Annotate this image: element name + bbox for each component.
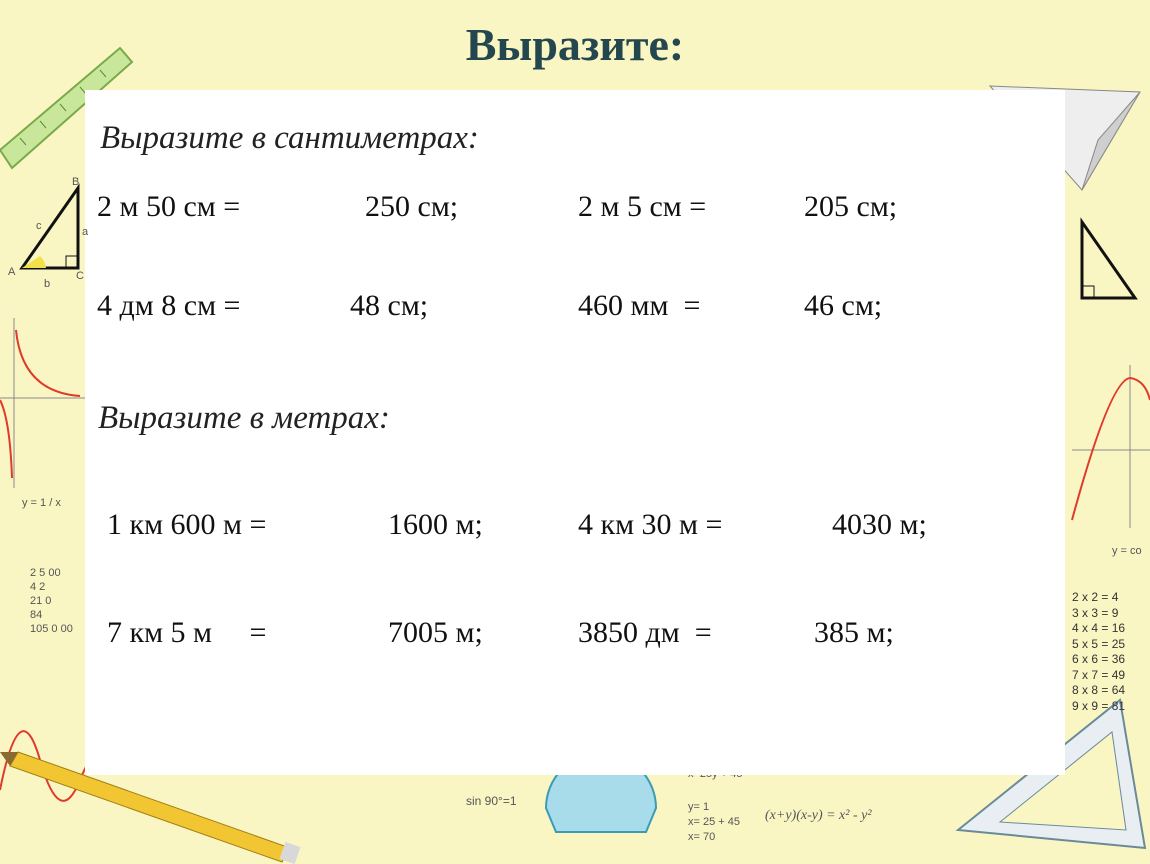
equation-system-2	[688, 800, 740, 845]
long-mult-line: 4 2	[30, 581, 46, 593]
answer-m-1: 1600 м;	[388, 508, 483, 541]
expr-cm-1: 2 м 50 см =	[97, 190, 241, 223]
mult-line: 4 x 4 = 16	[1072, 621, 1126, 635]
expr-cm-3: 4 дм 8 см =	[97, 289, 241, 322]
mult-line: 9 x 9 = 81	[1072, 698, 1126, 713]
long-mult-line: 2 5 00	[30, 567, 61, 579]
answer-m-4: 385 м;	[814, 616, 894, 649]
expr-m-2: 4 км 30 м =	[578, 508, 723, 541]
answer-cm-2: 205 см;	[804, 190, 898, 223]
heading-meters: Выразите в метрах:	[98, 400, 390, 436]
equation-line: x= 25 + 45	[688, 816, 740, 828]
triangle-right-icon	[1082, 222, 1135, 298]
triangle-label-b-side: b	[44, 278, 51, 290]
long-mult-line: 21 0	[30, 595, 52, 607]
triangle-label-a-side: a	[82, 226, 89, 238]
slide-title: Выразите:	[465, 19, 685, 70]
answer-m-3: 7005 м;	[388, 616, 483, 649]
expr-m-4: 3850 дм =	[578, 616, 712, 649]
identity-formula: (x+y)(x-y) = x² - y²	[765, 808, 872, 823]
long-mult-line: 84	[30, 609, 43, 621]
mult-line: 6 x 6 = 36	[1072, 652, 1126, 666]
expr-cm-2: 2 м 5 см =	[578, 190, 707, 223]
expr-m-3: 7 км 5 м =	[107, 616, 267, 649]
mult-line: 8 x 8 = 64	[1072, 683, 1126, 697]
hyperbola-graph-icon	[0, 318, 85, 488]
answer-m-2: 4030 м;	[832, 508, 927, 541]
triangle-label-b-vertex: B	[72, 176, 80, 188]
heading-centimeters: Выразите в сантиметрах:	[100, 120, 479, 156]
multiplication-table	[1072, 590, 1125, 714]
equation-line: y= 1	[688, 801, 710, 813]
triangle-label-a-vertex: A	[8, 266, 16, 278]
equation-line: x= 70	[688, 831, 716, 843]
answer-cm-3: 48 см;	[350, 289, 429, 322]
cosine-graph-icon	[1072, 365, 1150, 528]
triangle-label-c-side: c	[36, 220, 42, 232]
formula-sin: sin 90°=1	[466, 794, 517, 808]
answer-cm-4: 46 см;	[804, 289, 883, 322]
expr-m-1: 1 км 600 м =	[107, 508, 267, 541]
graph-right-label: y = co	[1112, 545, 1142, 557]
long-mult-line: 105 0 00	[30, 623, 73, 635]
mult-line: 7 x 7 = 49	[1072, 667, 1126, 682]
long-multiplication	[30, 566, 73, 636]
graph-left-label: y = 1 / x	[22, 497, 61, 509]
triangle-left-icon	[22, 188, 78, 268]
triangle-label-c-vertex: C	[76, 270, 84, 282]
mult-line: 2 x 2 = 4	[1072, 590, 1119, 604]
answer-cm-1: 250 см;	[365, 190, 459, 223]
expr-cm-4: 460 мм =	[578, 289, 701, 322]
mult-line: 5 x 5 = 25	[1072, 636, 1126, 651]
mult-line: 3 x 3 = 9	[1072, 605, 1119, 620]
